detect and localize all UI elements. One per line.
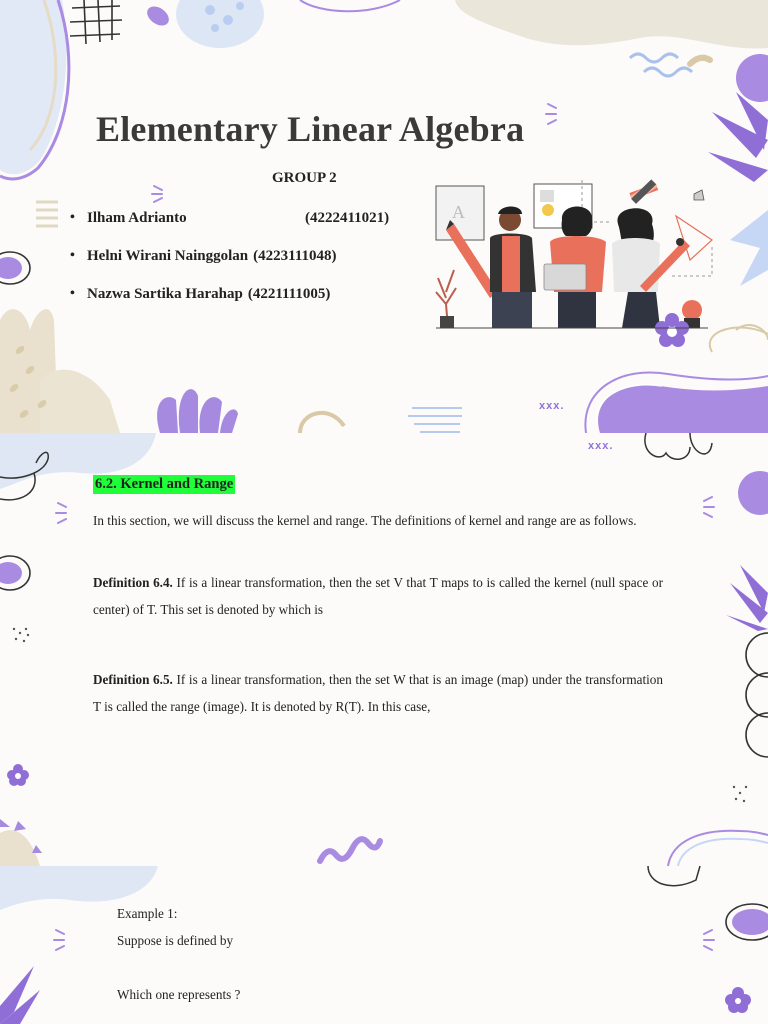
decorative-background bbox=[0, 433, 768, 866]
example-label: Example 1: bbox=[117, 906, 178, 921]
deco-xxx-text: xxx. bbox=[588, 440, 614, 452]
group-label: GROUP 2 bbox=[272, 170, 337, 186]
hash-doodle-icon bbox=[70, 0, 122, 44]
definition-text: If is a linear transformation, then the set V that T maps to is called the kernel (null space or center) of T. This set is denoted by which is bbox=[93, 575, 663, 617]
decorative-background bbox=[0, 866, 768, 1024]
title-slide bbox=[0, 0, 768, 433]
section-heading: 6.2. Kernel and Range bbox=[95, 476, 234, 492]
member-name: Helni Wirani Nainggolan bbox=[87, 248, 249, 264]
member-list bbox=[70, 210, 389, 324]
example-suppose: Suppose is defined by bbox=[117, 933, 234, 948]
member-name: Nazwa Sartika Harahap bbox=[87, 286, 243, 302]
bullet-icon: • bbox=[70, 248, 75, 263]
deco-xxx-text: xxx. bbox=[539, 400, 565, 412]
definition-label: Definition 6.4. bbox=[93, 575, 173, 590]
member-nim: (4223111048) bbox=[253, 248, 337, 264]
intro-paragraph: In this section, we will discuss the kernel and range. The definitions of kernel and range are as follows. bbox=[93, 513, 637, 528]
member-item bbox=[70, 248, 389, 286]
member-nim: (4221111005) bbox=[247, 286, 331, 302]
definition-6-4 bbox=[93, 569, 663, 623]
definition-label: Definition 6.5. bbox=[93, 672, 173, 687]
slide-title: Elementary Linear Algebra bbox=[96, 109, 525, 149]
member-name: Ilham Adrianto bbox=[87, 210, 187, 226]
member-item bbox=[70, 286, 389, 324]
bullet-icon: • bbox=[70, 286, 75, 301]
kernel-range-slide bbox=[0, 433, 768, 866]
member-nim: (4222411021) bbox=[305, 210, 390, 226]
team-illustration bbox=[436, 179, 712, 347]
purple-leaf-shape bbox=[708, 92, 768, 182]
bullet-icon: • bbox=[70, 210, 75, 225]
svg-text:A: A bbox=[452, 202, 465, 222]
example-slide bbox=[0, 866, 768, 1024]
example-question: Which one represents ? bbox=[117, 987, 241, 1002]
definition-text: If is a linear transformation, then the set W that is an image (map) under the transformation T is called the range (image). It is denoted by R(T). In this case, bbox=[93, 672, 663, 714]
definition-6-5 bbox=[93, 666, 663, 720]
member-item bbox=[70, 210, 389, 248]
